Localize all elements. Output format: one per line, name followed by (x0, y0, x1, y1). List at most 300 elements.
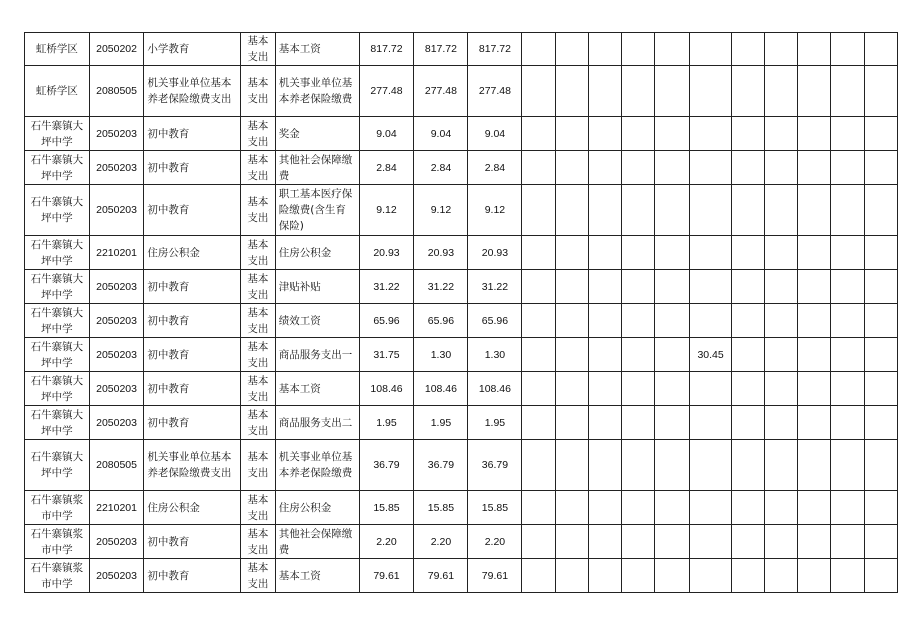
empty-cell (555, 117, 588, 151)
empty-cell (655, 185, 690, 236)
empty-cell (655, 270, 690, 304)
amount-cell: 9.04 (414, 117, 468, 151)
expense-type-cell: 基本支出 (240, 491, 275, 525)
expense-type-cell: 基本支出 (240, 33, 275, 66)
empty-cell (655, 525, 690, 559)
table-row (25, 117, 898, 151)
empty-cell (731, 151, 764, 185)
empty-cell (731, 406, 764, 440)
table-row (25, 151, 898, 185)
empty-cell (522, 33, 555, 66)
empty-cell (731, 525, 764, 559)
empty-cell (731, 270, 764, 304)
expense-type-cell: 基本支出 (240, 304, 275, 338)
empty-cell (765, 33, 798, 66)
empty-cell (831, 440, 864, 491)
empty-cell (765, 185, 798, 236)
amount-cell: 277.48 (414, 66, 468, 117)
empty-cell (831, 151, 864, 185)
empty-cell (655, 117, 690, 151)
empty-cell (622, 66, 655, 117)
amount-cell: 1.95 (468, 406, 522, 440)
empty-cell (622, 525, 655, 559)
empty-cell (622, 372, 655, 406)
amount-cell: 2.20 (468, 525, 522, 559)
empty-cell (864, 66, 897, 117)
empty-cell (522, 304, 555, 338)
function-code-cell: 2050203 (89, 304, 144, 338)
empty-cell (765, 525, 798, 559)
empty-cell (765, 117, 798, 151)
amount-cell: 817.72 (468, 33, 522, 66)
empty-cell (864, 236, 897, 270)
function-name-cell: 初中教育 (144, 372, 241, 406)
amount-cell: 36.79 (468, 440, 522, 491)
empty-cell (622, 440, 655, 491)
empty-cell (588, 559, 621, 593)
empty-cell (555, 559, 588, 593)
expense-type-cell: 基本支出 (240, 185, 275, 236)
function-code-cell: 2050203 (89, 372, 144, 406)
empty-cell (522, 185, 555, 236)
empty-cell (655, 440, 690, 491)
unit-cell: 石牛寨镇大坪中学 (25, 338, 90, 372)
table-row (25, 185, 898, 236)
empty-cell (622, 559, 655, 593)
empty-cell (864, 559, 897, 593)
total-amount-cell: 1.95 (359, 406, 414, 440)
empty-cell (731, 440, 764, 491)
economic-category-cell: 其他社会保障缴费 (275, 525, 359, 559)
empty-cell (831, 525, 864, 559)
empty-cell (765, 406, 798, 440)
function-name-cell: 住房公积金 (144, 491, 241, 525)
amount-cell: 108.46 (468, 372, 522, 406)
amount-cell: 2.84 (468, 151, 522, 185)
empty-cell (522, 66, 555, 117)
unit-cell: 石牛寨镇浆市中学 (25, 559, 90, 593)
empty-cell (864, 406, 897, 440)
empty-cell (588, 525, 621, 559)
empty-cell (555, 304, 588, 338)
empty-cell (765, 66, 798, 117)
total-amount-cell: 2.84 (359, 151, 414, 185)
expense-type-cell: 基本支出 (240, 236, 275, 270)
empty-cell (765, 236, 798, 270)
empty-cell (731, 338, 764, 372)
empty-cell (655, 33, 690, 66)
empty-cell (831, 117, 864, 151)
empty-cell (555, 33, 588, 66)
empty-cell (731, 491, 764, 525)
empty-cell (798, 270, 831, 304)
budget-table (24, 32, 898, 593)
amount-cell: 36.79 (414, 440, 468, 491)
expense-type-cell: 基本支出 (240, 66, 275, 117)
empty-cell (831, 406, 864, 440)
empty-cell (655, 559, 690, 593)
economic-category-cell: 机关事业单位基本养老保险缴费 (275, 440, 359, 491)
empty-cell (831, 304, 864, 338)
function-code-cell: 2050203 (89, 185, 144, 236)
other-amount-cell (690, 406, 731, 440)
empty-cell (765, 270, 798, 304)
unit-cell: 石牛寨镇大坪中学 (25, 304, 90, 338)
empty-cell (655, 151, 690, 185)
empty-cell (555, 406, 588, 440)
function-code-cell: 2050202 (89, 33, 144, 66)
empty-cell (831, 66, 864, 117)
function-name-cell: 住房公积金 (144, 236, 241, 270)
function-code-cell: 2050203 (89, 338, 144, 372)
amount-cell: 277.48 (468, 66, 522, 117)
economic-category-cell: 基本工资 (275, 559, 359, 593)
empty-cell (731, 372, 764, 406)
empty-cell (622, 117, 655, 151)
table-row (25, 406, 898, 440)
empty-cell (731, 117, 764, 151)
economic-category-cell: 商品服务支出一 (275, 338, 359, 372)
function-code-cell: 2080505 (89, 440, 144, 491)
empty-cell (655, 236, 690, 270)
table-row (25, 372, 898, 406)
empty-cell (622, 304, 655, 338)
unit-cell: 石牛寨镇大坪中学 (25, 185, 90, 236)
amount-cell: 79.61 (414, 559, 468, 593)
empty-cell (864, 440, 897, 491)
economic-category-cell: 机关事业单位基本养老保险缴费 (275, 66, 359, 117)
unit-cell: 石牛寨镇大坪中学 (25, 151, 90, 185)
empty-cell (864, 185, 897, 236)
empty-cell (831, 270, 864, 304)
other-amount-cell: 30.45 (690, 338, 731, 372)
total-amount-cell: 20.93 (359, 236, 414, 270)
economic-category-cell: 住房公积金 (275, 491, 359, 525)
empty-cell (622, 185, 655, 236)
function-name-cell: 初中教育 (144, 117, 241, 151)
empty-cell (731, 185, 764, 236)
amount-cell: 2.84 (414, 151, 468, 185)
empty-cell (831, 33, 864, 66)
empty-cell (798, 372, 831, 406)
empty-cell (864, 33, 897, 66)
total-amount-cell: 9.04 (359, 117, 414, 151)
amount-cell: 9.12 (414, 185, 468, 236)
empty-cell (555, 491, 588, 525)
amount-cell: 65.96 (414, 304, 468, 338)
function-name-cell: 初中教育 (144, 151, 241, 185)
empty-cell (864, 270, 897, 304)
empty-cell (864, 372, 897, 406)
empty-cell (655, 304, 690, 338)
table-row (25, 338, 898, 372)
empty-cell (798, 33, 831, 66)
function-code-cell: 2050203 (89, 525, 144, 559)
empty-cell (864, 491, 897, 525)
other-amount-cell (690, 117, 731, 151)
empty-cell (522, 270, 555, 304)
expense-type-cell: 基本支出 (240, 270, 275, 304)
empty-cell (622, 491, 655, 525)
table-body (25, 33, 898, 593)
empty-cell (765, 338, 798, 372)
economic-category-cell: 职工基本医疗保险缴费(含生育保险) (275, 185, 359, 236)
empty-cell (522, 151, 555, 185)
table-row (25, 236, 898, 270)
empty-cell (522, 525, 555, 559)
economic-category-cell: 基本工资 (275, 33, 359, 66)
empty-cell (622, 406, 655, 440)
empty-cell (864, 338, 897, 372)
function-code-cell: 2050203 (89, 406, 144, 440)
empty-cell (798, 185, 831, 236)
amount-cell: 9.04 (468, 117, 522, 151)
empty-cell (522, 406, 555, 440)
function-code-cell: 2210201 (89, 236, 144, 270)
empty-cell (588, 270, 621, 304)
other-amount-cell (690, 304, 731, 338)
empty-cell (798, 440, 831, 491)
empty-cell (731, 236, 764, 270)
empty-cell (798, 559, 831, 593)
function-code-cell: 2050203 (89, 117, 144, 151)
function-code-cell: 2050203 (89, 151, 144, 185)
empty-cell (588, 151, 621, 185)
other-amount-cell (690, 66, 731, 117)
expense-type-cell: 基本支出 (240, 440, 275, 491)
unit-cell: 石牛寨镇大坪中学 (25, 270, 90, 304)
empty-cell (765, 372, 798, 406)
amount-cell: 20.93 (468, 236, 522, 270)
expense-type-cell: 基本支出 (240, 525, 275, 559)
empty-cell (588, 185, 621, 236)
empty-cell (555, 270, 588, 304)
empty-cell (765, 151, 798, 185)
amount-cell: 817.72 (414, 33, 468, 66)
total-amount-cell: 9.12 (359, 185, 414, 236)
other-amount-cell (690, 440, 731, 491)
empty-cell (588, 372, 621, 406)
empty-cell (831, 236, 864, 270)
other-amount-cell (690, 525, 731, 559)
empty-cell (522, 117, 555, 151)
table-row (25, 559, 898, 593)
unit-cell: 石牛寨镇大坪中学 (25, 372, 90, 406)
total-amount-cell: 108.46 (359, 372, 414, 406)
function-code-cell: 2210201 (89, 491, 144, 525)
amount-cell: 1.95 (414, 406, 468, 440)
empty-cell (655, 491, 690, 525)
expense-type-cell: 基本支出 (240, 372, 275, 406)
empty-cell (798, 304, 831, 338)
other-amount-cell (690, 33, 731, 66)
empty-cell (555, 372, 588, 406)
empty-cell (655, 406, 690, 440)
empty-cell (588, 33, 621, 66)
empty-cell (864, 525, 897, 559)
empty-cell (555, 151, 588, 185)
economic-category-cell: 住房公积金 (275, 236, 359, 270)
empty-cell (831, 338, 864, 372)
empty-cell (622, 151, 655, 185)
empty-cell (655, 372, 690, 406)
economic-category-cell: 商品服务支出二 (275, 406, 359, 440)
empty-cell (522, 236, 555, 270)
empty-cell (831, 559, 864, 593)
amount-cell: 2.20 (414, 525, 468, 559)
table-row (25, 33, 898, 66)
unit-cell: 虹桥学区 (25, 66, 90, 117)
empty-cell (522, 338, 555, 372)
empty-cell (864, 304, 897, 338)
economic-category-cell: 其他社会保障缴费 (275, 151, 359, 185)
amount-cell: 15.85 (414, 491, 468, 525)
empty-cell (555, 525, 588, 559)
other-amount-cell (690, 236, 731, 270)
empty-cell (522, 491, 555, 525)
empty-cell (588, 406, 621, 440)
other-amount-cell (690, 491, 731, 525)
empty-cell (588, 117, 621, 151)
empty-cell (864, 117, 897, 151)
empty-cell (622, 270, 655, 304)
expense-type-cell: 基本支出 (240, 559, 275, 593)
unit-cell: 石牛寨镇浆市中学 (25, 491, 90, 525)
empty-cell (831, 491, 864, 525)
table-row (25, 525, 898, 559)
amount-cell: 9.12 (468, 185, 522, 236)
empty-cell (798, 151, 831, 185)
other-amount-cell (690, 372, 731, 406)
other-amount-cell (690, 270, 731, 304)
empty-cell (765, 559, 798, 593)
function-name-cell: 初中教育 (144, 185, 241, 236)
function-code-cell: 2050203 (89, 559, 144, 593)
amount-cell: 79.61 (468, 559, 522, 593)
empty-cell (798, 491, 831, 525)
empty-cell (555, 66, 588, 117)
other-amount-cell (690, 185, 731, 236)
function-code-cell: 2080505 (89, 66, 144, 117)
empty-cell (655, 66, 690, 117)
empty-cell (588, 66, 621, 117)
function-name-cell: 机关事业单位基本养老保险缴费支出 (144, 66, 241, 117)
empty-cell (798, 338, 831, 372)
function-name-cell: 初中教育 (144, 304, 241, 338)
total-amount-cell: 15.85 (359, 491, 414, 525)
table-row (25, 304, 898, 338)
empty-cell (522, 440, 555, 491)
function-name-cell: 初中教育 (144, 270, 241, 304)
expense-type-cell: 基本支出 (240, 406, 275, 440)
empty-cell (522, 559, 555, 593)
empty-cell (731, 33, 764, 66)
amount-cell: 65.96 (468, 304, 522, 338)
unit-cell: 石牛寨镇浆市中学 (25, 525, 90, 559)
empty-cell (555, 338, 588, 372)
function-name-cell: 初中教育 (144, 559, 241, 593)
other-amount-cell (690, 559, 731, 593)
function-name-cell: 初中教育 (144, 406, 241, 440)
total-amount-cell: 817.72 (359, 33, 414, 66)
empty-cell (765, 491, 798, 525)
empty-cell (622, 33, 655, 66)
table-row (25, 66, 898, 117)
total-amount-cell: 36.79 (359, 440, 414, 491)
empty-cell (731, 559, 764, 593)
economic-category-cell: 基本工资 (275, 372, 359, 406)
other-amount-cell (690, 151, 731, 185)
unit-cell: 石牛寨镇大坪中学 (25, 236, 90, 270)
expense-type-cell: 基本支出 (240, 151, 275, 185)
empty-cell (831, 185, 864, 236)
economic-category-cell: 绩效工资 (275, 304, 359, 338)
amount-cell: 15.85 (468, 491, 522, 525)
empty-cell (765, 440, 798, 491)
empty-cell (555, 236, 588, 270)
expense-type-cell: 基本支出 (240, 117, 275, 151)
unit-cell: 石牛寨镇大坪中学 (25, 117, 90, 151)
empty-cell (798, 66, 831, 117)
empty-cell (798, 406, 831, 440)
amount-cell: 31.22 (414, 270, 468, 304)
amount-cell: 1.30 (414, 338, 468, 372)
total-amount-cell: 79.61 (359, 559, 414, 593)
empty-cell (798, 117, 831, 151)
amount-cell: 108.46 (414, 372, 468, 406)
empty-cell (588, 491, 621, 525)
empty-cell (588, 304, 621, 338)
empty-cell (622, 236, 655, 270)
empty-cell (588, 236, 621, 270)
total-amount-cell: 2.20 (359, 525, 414, 559)
amount-cell: 31.22 (468, 270, 522, 304)
function-code-cell: 2050203 (89, 270, 144, 304)
empty-cell (731, 66, 764, 117)
empty-cell (588, 440, 621, 491)
economic-category-cell: 津贴补贴 (275, 270, 359, 304)
unit-cell: 虹桥学区 (25, 33, 90, 66)
empty-cell (588, 338, 621, 372)
empty-cell (765, 304, 798, 338)
table-row (25, 440, 898, 491)
empty-cell (522, 372, 555, 406)
function-name-cell: 初中教育 (144, 338, 241, 372)
empty-cell (798, 236, 831, 270)
economic-category-cell: 奖金 (275, 117, 359, 151)
empty-cell (655, 338, 690, 372)
function-name-cell: 机关事业单位基本养老保险缴费支出 (144, 440, 241, 491)
unit-cell: 石牛寨镇大坪中学 (25, 406, 90, 440)
empty-cell (622, 338, 655, 372)
empty-cell (555, 185, 588, 236)
empty-cell (731, 304, 764, 338)
total-amount-cell: 65.96 (359, 304, 414, 338)
table-row (25, 491, 898, 525)
table-row (25, 270, 898, 304)
function-name-cell: 小学教育 (144, 33, 241, 66)
total-amount-cell: 31.75 (359, 338, 414, 372)
empty-cell (798, 525, 831, 559)
total-amount-cell: 277.48 (359, 66, 414, 117)
empty-cell (831, 372, 864, 406)
total-amount-cell: 31.22 (359, 270, 414, 304)
amount-cell: 1.30 (468, 338, 522, 372)
empty-cell (864, 151, 897, 185)
function-name-cell: 初中教育 (144, 525, 241, 559)
empty-cell (555, 440, 588, 491)
unit-cell: 石牛寨镇大坪中学 (25, 440, 90, 491)
